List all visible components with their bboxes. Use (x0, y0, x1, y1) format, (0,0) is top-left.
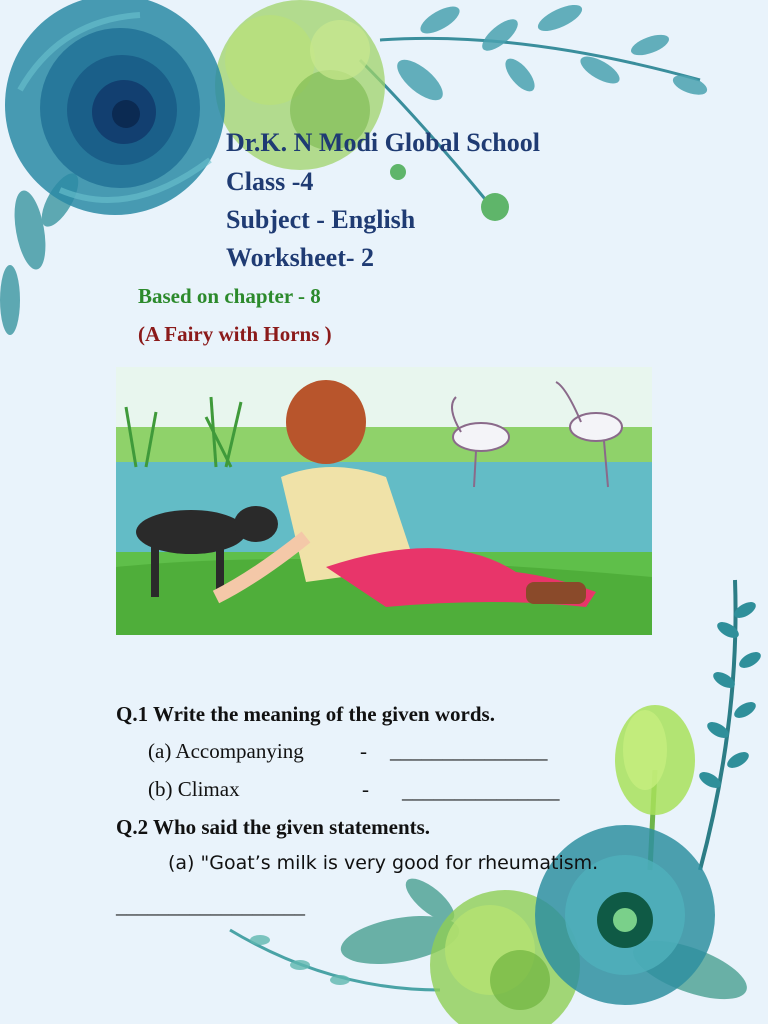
answer-line-statement-a[interactable]: __________________ (116, 894, 305, 918)
answer-blank-climax[interactable]: _______________ (402, 779, 560, 803)
word-dash: - (362, 777, 369, 801)
question-2: Q.2 Who said the given statements. (116, 815, 431, 839)
word-dash: - (360, 739, 367, 763)
class-label: Class -4 (226, 167, 314, 196)
word-climax: (b) Climax (148, 777, 240, 801)
statement-a: (a) "Goat’s milk is very good for rheumatism. (168, 852, 599, 874)
worksheet-label: Worksheet- 2 (226, 243, 375, 272)
subject-label: Subject - English (226, 205, 416, 234)
answer-blank-accompanying[interactable]: _______________ (390, 739, 548, 763)
teal-leaf-branch-icon (697, 580, 764, 870)
word-accompanying: (a) Accompanying (148, 739, 304, 763)
top-floral-decoration (0, 0, 768, 370)
watercolor-rose-icon (5, 0, 225, 215)
chapter-title: (A Fairy with Horns ) (138, 322, 332, 346)
story-illustration (116, 367, 652, 635)
school-name: Dr.K. N Modi Global School (226, 128, 540, 157)
bottom-floral-decoration (0, 570, 768, 1024)
chapter-label: Based on chapter - 8 (138, 284, 321, 308)
question-1: Q.1 Write the meaning of the given words. (116, 702, 495, 726)
